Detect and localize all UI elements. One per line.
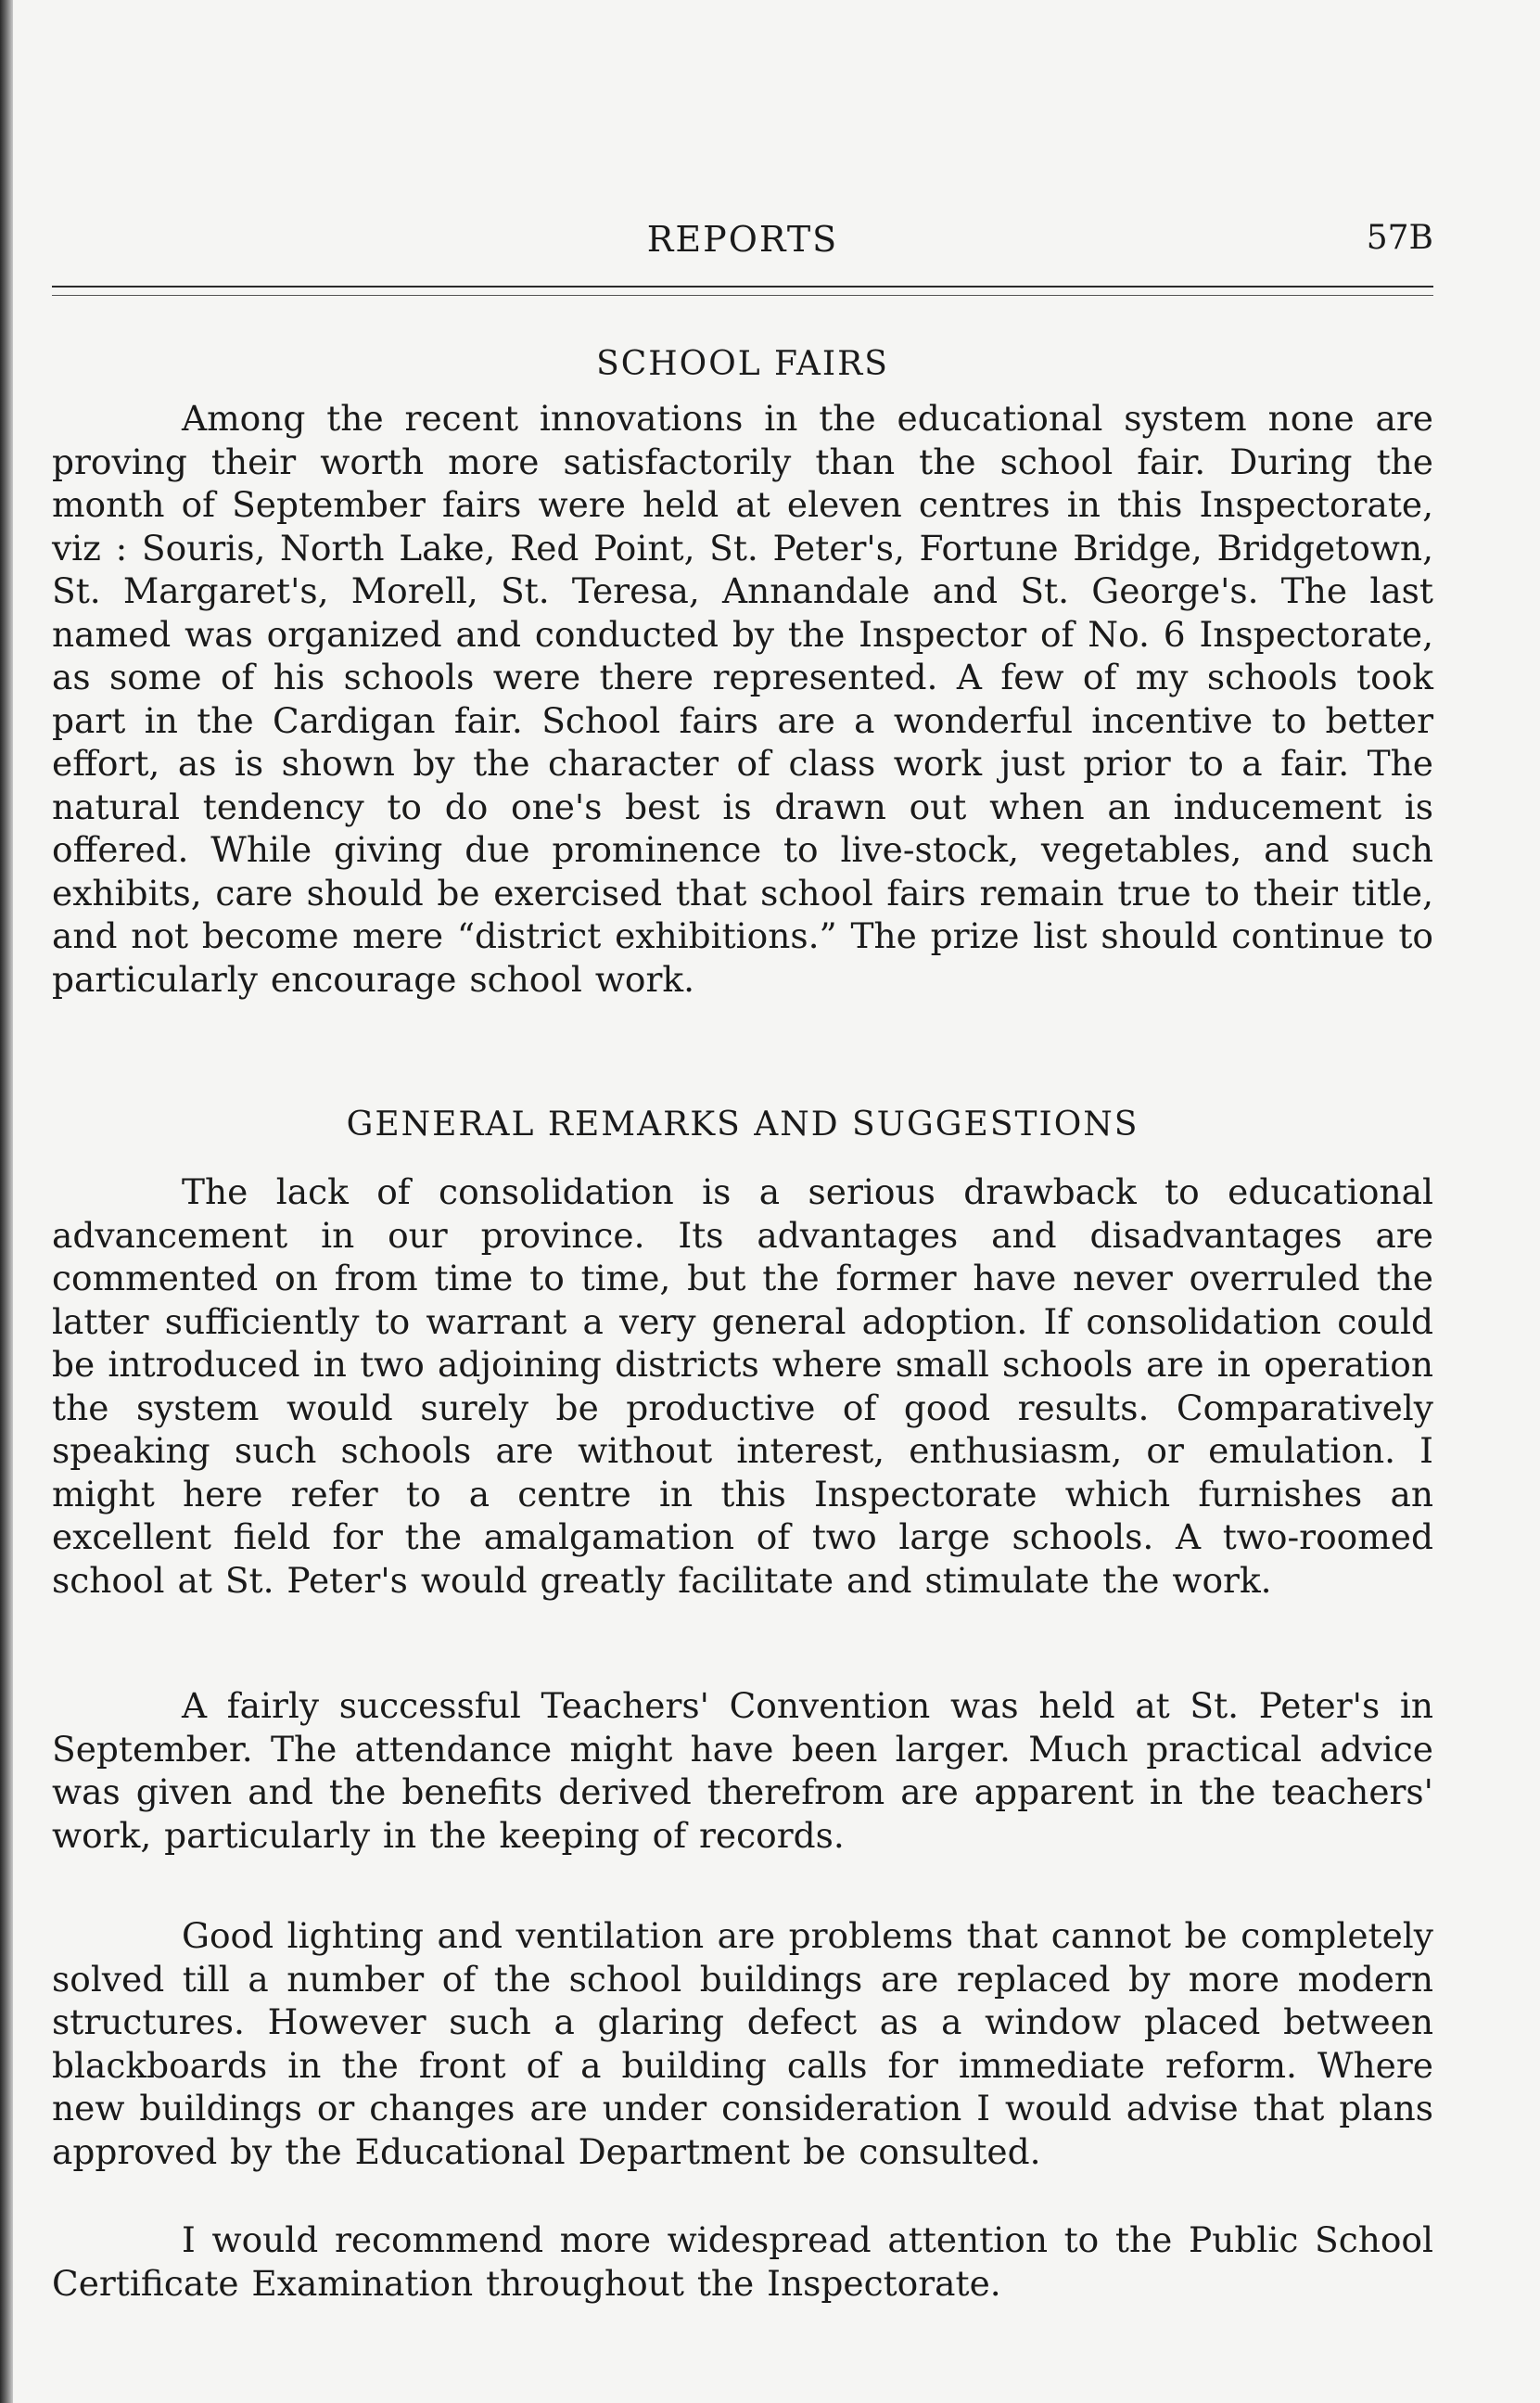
running-title: REPORTS <box>646 219 839 260</box>
paragraph-teachers-convention: A fairly successful Teachers' Convention was held at St. Peter's in September. The attendance might have been larger. Much practical advice was given and the benefits derived therefrom are apparent in the teachers' work, particularly in the keeping of records. <box>52 1685 1433 1856</box>
section-heading-general-remarks: GENERAL REMARKS AND SUGGESTIONS <box>346 1106 1139 1144</box>
header-rule-thin <box>52 295 1433 296</box>
page-binding-edge <box>0 0 13 2403</box>
document-page <box>52 0 1433 2403</box>
page-number: 57B <box>1366 219 1433 257</box>
paragraph-lighting-ventilation: Good lighting and ventilation are problems that cannot be completely solved till a number of the school buildings are replaced by more modern structures. However such a glaring defect as a window placed between blackboards in the front of a building calls for immediate reform. Where new buildings or changes are under consideration I would advise that plans approved by the Educational Department be consulted. <box>52 1915 1433 2172</box>
running-header <box>52 219 1433 265</box>
paragraph-consolidation: The lack of consolidation is a serious drawback to educational advancement in our province. Its advantages and disadvantages are commented on from time to time, but the former have never overruled the latter sufficiently to warrant a very general adoption. If consolidation could be introduced in two adjoining districts where small schools are in operation the system would surely be productive of good results. Comparatively speaking such schools are without interest, enthusiasm, or emulation. I might here refer to a centre in this Inspectorate which furnishes an excellent field for the amalgamation of two large schools. A two-roomed school at St. Peter's would greatly facilitate and stimulate the work. <box>52 1171 1433 1601</box>
section-heading-school-fairs: SCHOOL FAIRS <box>596 345 889 383</box>
header-rule <box>52 286 1433 288</box>
paragraph-certificate-examination: I would recommend more widespread attention to the Public School Certificate Examination throughout the Inspectorate. <box>52 2219 1433 2304</box>
paragraph-school-fairs: Among the recent innovations in the educational system none are proving their worth more satisfactorily than the school fair. During the month of September fairs were held at eleven centres in this Inspectorate, viz : Souris, North Lake, Red Point, St. Peter's, Fortune Bridge, Bridgetown, St. Margaret's, Morell, St. Teresa, Annandale and St. George's. The last named was organized and conducted by the Inspector of No. 6 Inspectorate, as some of his schools were there represented. A few of my schools took part in the Cardigan fair. School fairs are a wonderful incentive to better effort, as is shown by the character of class work just prior to a fair. The natural tendency to do one's best is drawn out when an inducement is offered. While giving due prominence to live-stock, vegetables, and such exhibits, care should be exercised that school fairs remain true to their title, and not become mere “district exhibitions.” The prize list should continue to particularly encourage school work. <box>52 398 1433 1000</box>
